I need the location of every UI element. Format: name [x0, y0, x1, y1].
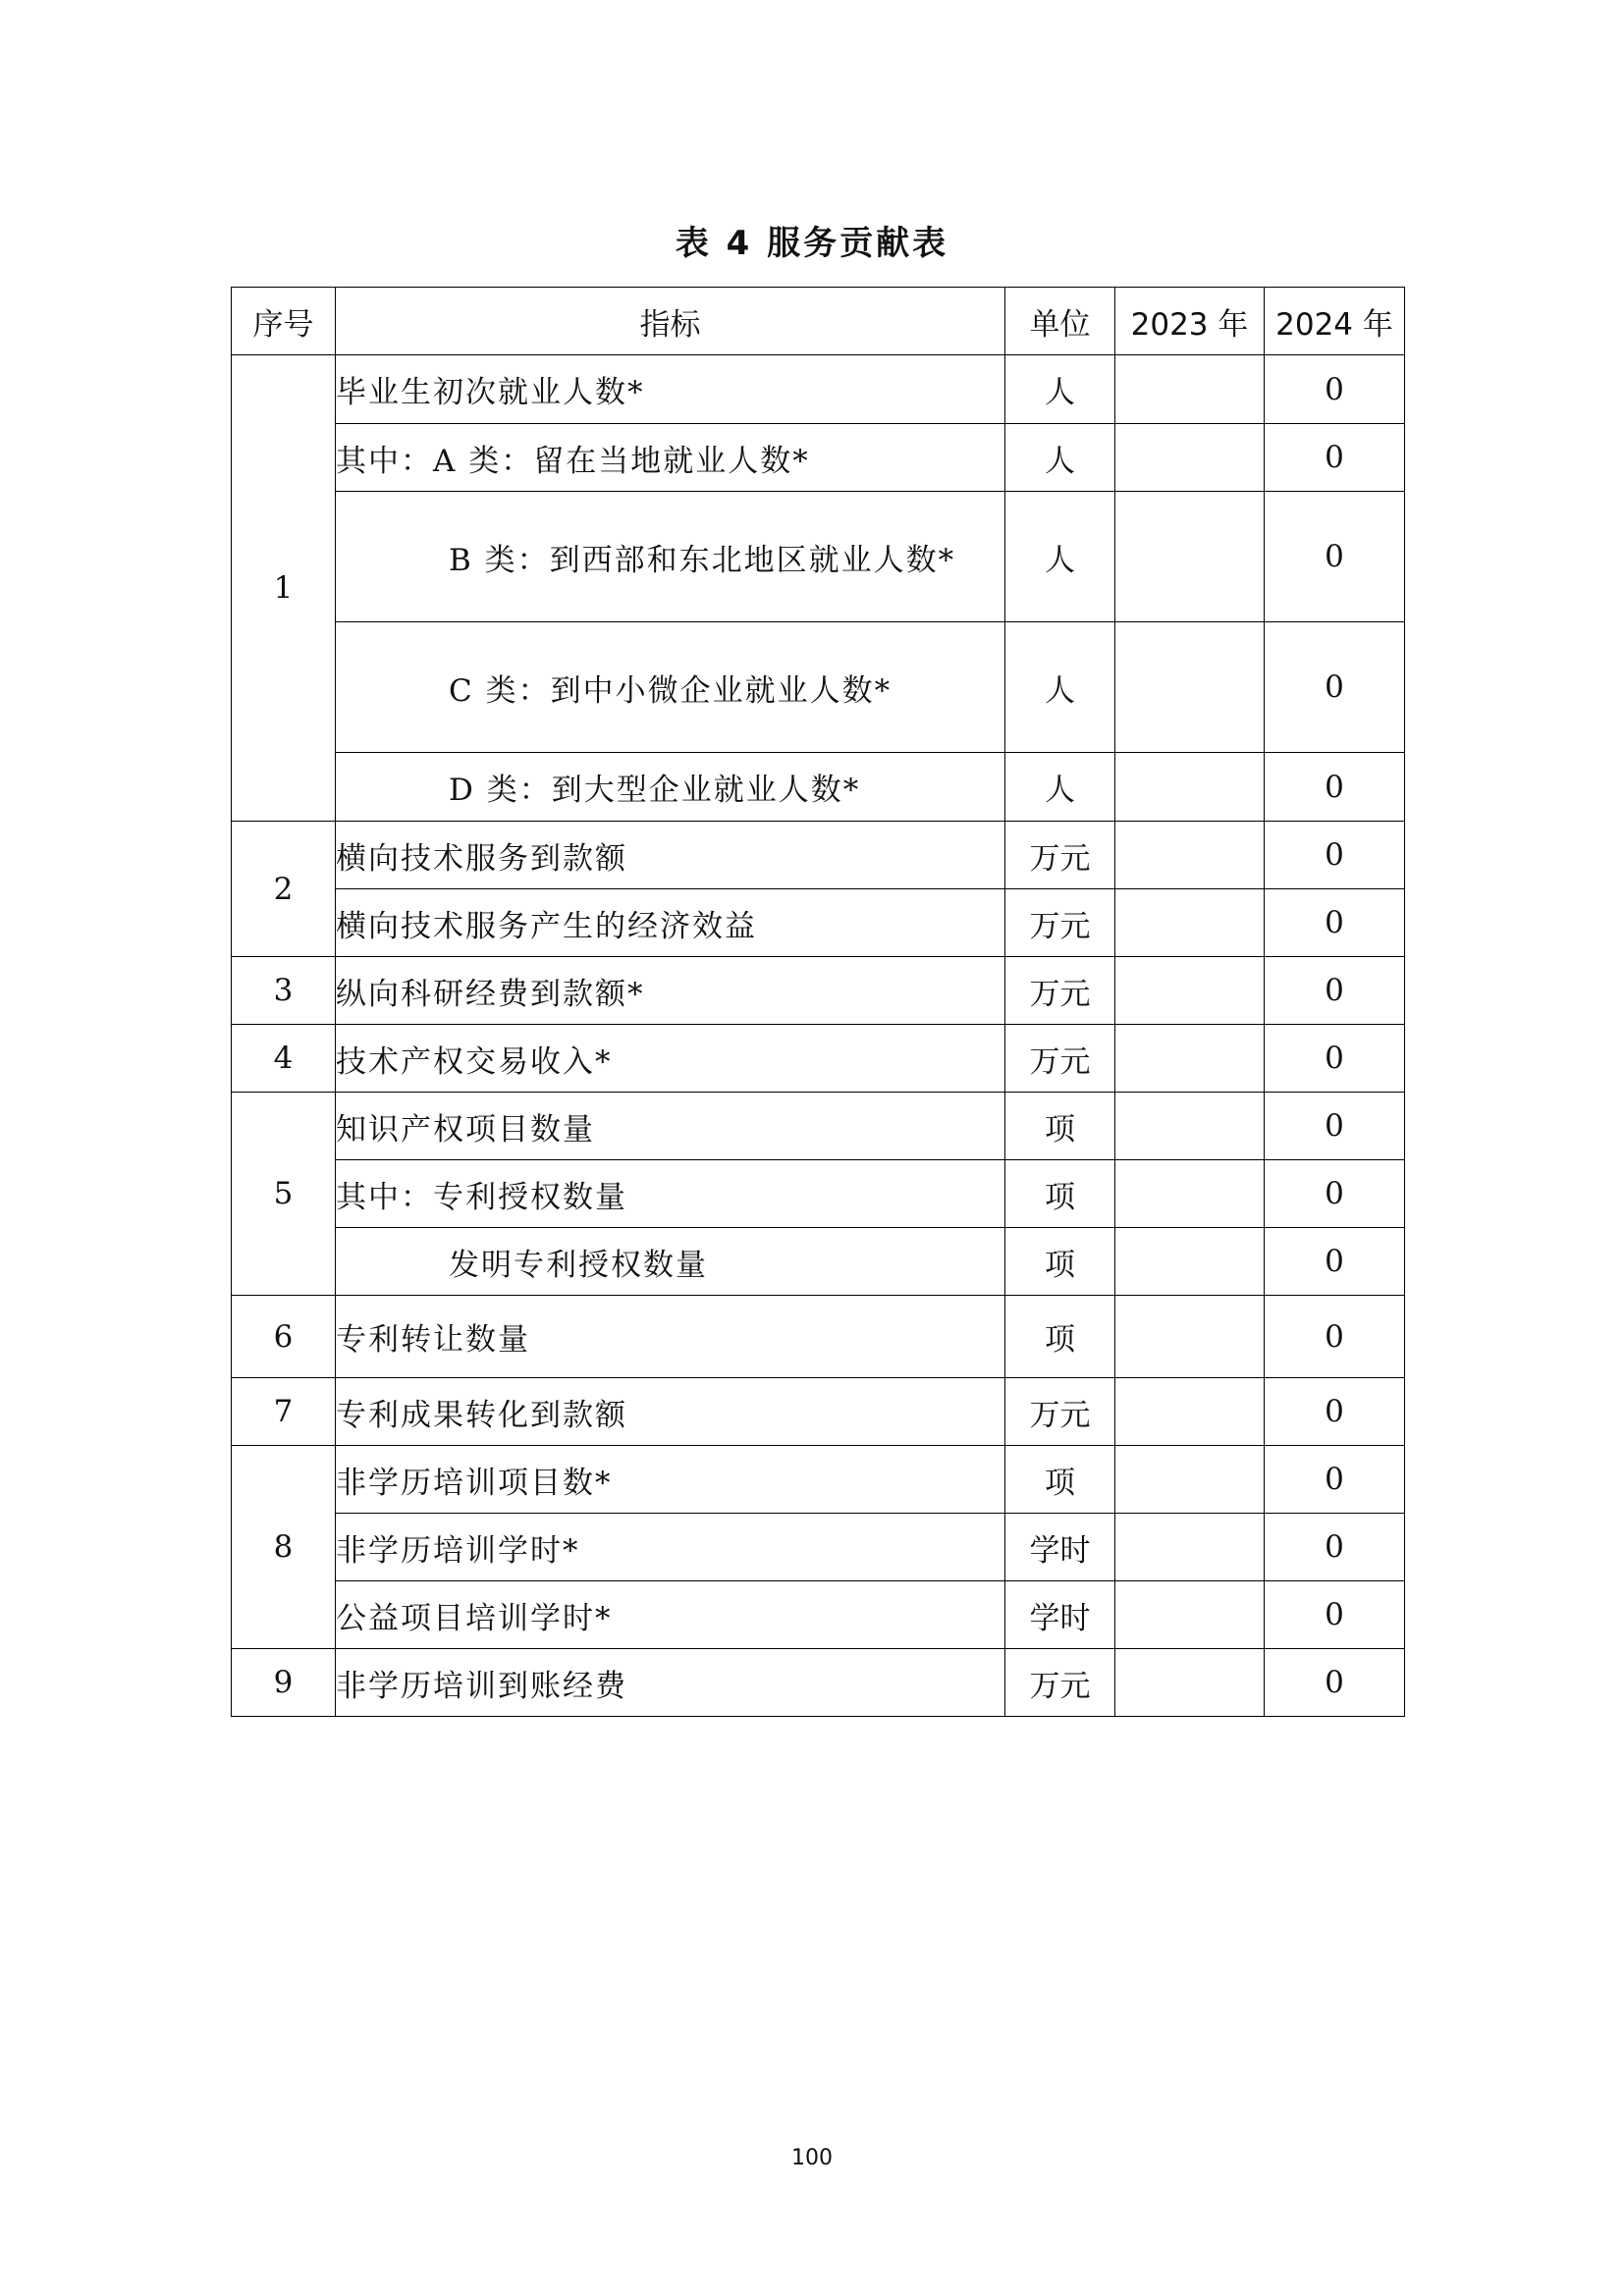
header-seq: 序号 [232, 288, 336, 355]
table-row [232, 1025, 1405, 1093]
cell-seq: 6 [232, 1296, 336, 1378]
table-row [232, 1446, 1405, 1514]
cell-2024: 0 [1265, 1160, 1405, 1228]
cell-2023 [1115, 957, 1265, 1025]
cell-2024: 0 [1265, 492, 1405, 622]
cell-unit: 人 [1005, 355, 1115, 424]
cell-unit: 万元 [1005, 822, 1115, 889]
table-row [232, 1581, 1405, 1649]
cell-2023 [1115, 1378, 1265, 1446]
cell-2024: 0 [1265, 1093, 1405, 1160]
cell-indicator: 技术产权交易收入* [336, 1025, 1005, 1093]
cell-2024: 0 [1265, 1514, 1405, 1581]
cell-unit: 人 [1005, 492, 1115, 622]
cell-unit: 项 [1005, 1446, 1115, 1514]
cell-seq: 9 [232, 1649, 336, 1717]
cell-unit: 人 [1005, 424, 1115, 492]
cell-indicator: 知识产权项目数量 [336, 1093, 1005, 1160]
header-2024: 2024 年 [1265, 288, 1405, 355]
cell-unit: 万元 [1005, 1378, 1115, 1446]
table-header-row [232, 288, 1405, 355]
cell-2023 [1115, 1160, 1265, 1228]
header-2023: 2023 年 [1115, 288, 1265, 355]
cell-2023 [1115, 622, 1265, 753]
cell-2024: 0 [1265, 1228, 1405, 1296]
cell-2023 [1115, 889, 1265, 957]
cell-unit: 万元 [1005, 889, 1115, 957]
cell-2023 [1115, 1514, 1265, 1581]
cell-2024: 0 [1265, 957, 1405, 1025]
cell-indicator: 其中：A 类：留在当地就业人数* [336, 424, 1005, 492]
cell-indicator: 其中：专利授权数量 [336, 1160, 1005, 1228]
table-row [232, 492, 1405, 622]
cell-indicator: D 类：到大型企业就业人数* [336, 753, 1005, 822]
cell-2024: 0 [1265, 1025, 1405, 1093]
cell-indicator: 专利成果转化到款额 [336, 1378, 1005, 1446]
cell-indicator: 公益项目培训学时* [336, 1581, 1005, 1649]
page-title: 表 4 服务贡献表 [675, 224, 949, 263]
table-row [232, 1378, 1405, 1446]
cell-indicator: B 类：到西部和东北地区就业人数* [336, 492, 1005, 622]
table-row [232, 355, 1405, 424]
cell-2024: 0 [1265, 889, 1405, 957]
cell-2024: 0 [1265, 424, 1405, 492]
header-indicator: 指标 [336, 288, 1005, 355]
service-contribution-table [231, 287, 1405, 1717]
cell-2024: 0 [1265, 1649, 1405, 1717]
table-body [232, 355, 1405, 1717]
cell-unit: 人 [1005, 753, 1115, 822]
cell-unit: 学时 [1005, 1581, 1115, 1649]
cell-unit: 项 [1005, 1093, 1115, 1160]
cell-2023 [1115, 492, 1265, 622]
cell-indicator: 纵向科研经费到款额* [336, 957, 1005, 1025]
cell-unit: 万元 [1005, 1025, 1115, 1093]
cell-2024: 0 [1265, 1296, 1405, 1378]
cell-unit: 项 [1005, 1296, 1115, 1378]
table-row [232, 1296, 1405, 1378]
cell-2024: 0 [1265, 355, 1405, 424]
cell-seq: 2 [232, 822, 336, 957]
table-row [232, 1514, 1405, 1581]
cell-indicator: 毕业生初次就业人数* [336, 355, 1005, 424]
cell-indicator: 非学历培训项目数* [336, 1446, 1005, 1514]
cell-2023 [1115, 822, 1265, 889]
table-row [232, 889, 1405, 957]
cell-2023 [1115, 1581, 1265, 1649]
cell-2024: 0 [1265, 622, 1405, 753]
cell-2024: 0 [1265, 822, 1405, 889]
table-row [232, 424, 1405, 492]
cell-unit: 人 [1005, 622, 1115, 753]
cell-2024: 0 [1265, 1446, 1405, 1514]
cell-2023 [1115, 424, 1265, 492]
table-row [232, 1093, 1405, 1160]
cell-2024: 0 [1265, 1581, 1405, 1649]
cell-2023 [1115, 1296, 1265, 1378]
header-unit: 单位 [1005, 288, 1115, 355]
cell-unit: 万元 [1005, 957, 1115, 1025]
cell-2024: 0 [1265, 1378, 1405, 1446]
cell-indicator: C 类：到中小微企业就业人数* [336, 622, 1005, 753]
table-row [232, 822, 1405, 889]
table-row [232, 622, 1405, 753]
cell-indicator: 发明专利授权数量 [336, 1228, 1005, 1296]
table-row [232, 753, 1405, 822]
cell-unit: 学时 [1005, 1514, 1115, 1581]
cell-2023 [1115, 1228, 1265, 1296]
table-row [232, 1160, 1405, 1228]
cell-unit: 万元 [1005, 1649, 1115, 1717]
cell-2023 [1115, 1093, 1265, 1160]
cell-unit: 项 [1005, 1228, 1115, 1296]
cell-2023 [1115, 753, 1265, 822]
cell-2024: 0 [1265, 753, 1405, 822]
page-number: 100 [791, 2146, 833, 2170]
table-row [232, 1649, 1405, 1717]
cell-indicator: 横向技术服务到款额 [336, 822, 1005, 889]
cell-2023 [1115, 1649, 1265, 1717]
cell-seq: 1 [232, 355, 336, 822]
cell-indicator: 横向技术服务产生的经济效益 [336, 889, 1005, 957]
cell-2023 [1115, 1446, 1265, 1514]
cell-indicator: 非学历培训学时* [336, 1514, 1005, 1581]
cell-unit: 项 [1005, 1160, 1115, 1228]
cell-seq: 5 [232, 1093, 336, 1296]
cell-seq: 4 [232, 1025, 336, 1093]
table-row [232, 1228, 1405, 1296]
cell-2023 [1115, 1025, 1265, 1093]
cell-indicator: 专利转让数量 [336, 1296, 1005, 1378]
cell-seq: 7 [232, 1378, 336, 1446]
cell-2023 [1115, 355, 1265, 424]
cell-seq: 3 [232, 957, 336, 1025]
cell-indicator: 非学历培训到账经费 [336, 1649, 1005, 1717]
cell-seq: 8 [232, 1446, 336, 1649]
table-row [232, 957, 1405, 1025]
